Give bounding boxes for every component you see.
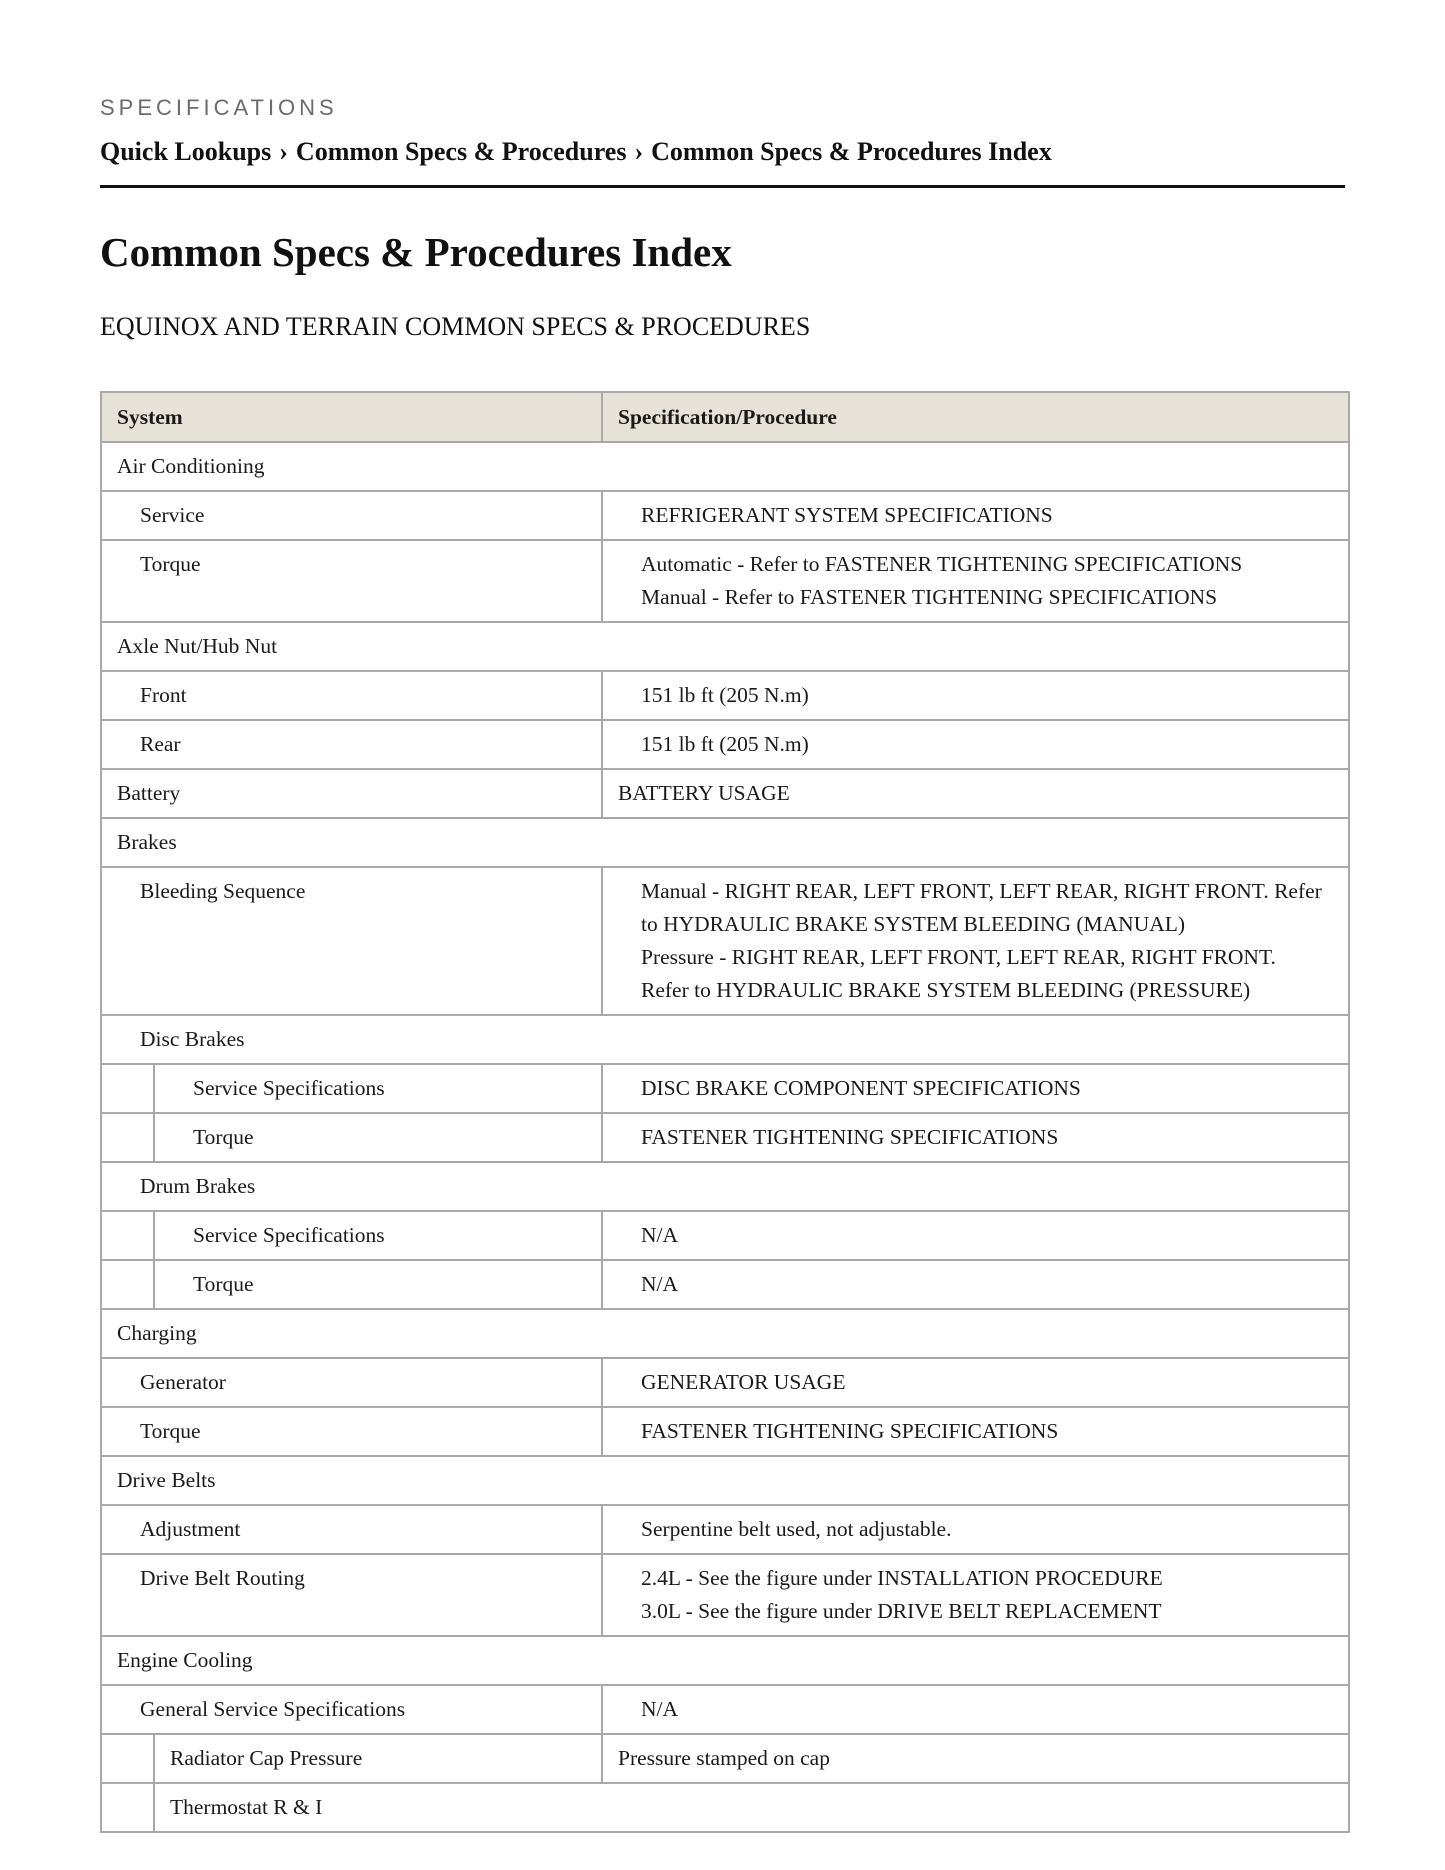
group-label-cell [101, 1636, 1349, 1685]
system-label-cell [101, 1407, 602, 1456]
table-row [101, 1554, 1349, 1636]
table-row [101, 1685, 1349, 1734]
table-row [101, 1211, 1349, 1260]
spec-text: Manual - RIGHT REAR, LEFT FRONT, LEFT REAR, RIGHT FRONT. Refer to HYDRAULIC BRAKE SYSTEM BLEEDING (MANUAL) [641, 879, 1322, 936]
system-label: Axle Nut/Hub Nut [117, 634, 278, 658]
table-row [101, 1309, 1349, 1358]
system-label-cell [101, 720, 602, 769]
spec-text: 151 lb ft (205 N.m) [641, 683, 809, 707]
system-label-cell [101, 671, 602, 720]
spec-cell [602, 1407, 1349, 1456]
table-row [101, 491, 1349, 540]
system-label: Service Specifications [193, 1223, 385, 1247]
table-row [101, 1407, 1349, 1456]
indent-gutter-cell [101, 1113, 154, 1162]
spec-cell [602, 1685, 1349, 1734]
system-label-cell [154, 1211, 602, 1260]
system-label: Adjustment [140, 1517, 241, 1541]
group-label-cell [101, 442, 1349, 491]
spec-text: Pressure stamped on cap [618, 1746, 830, 1770]
table-row [101, 1113, 1349, 1162]
spec-cell [602, 1113, 1349, 1162]
spec-text: 3.0L - See the figure under DRIVE BELT REPLACEMENT [641, 1599, 1162, 1623]
system-label: Torque [140, 1419, 201, 1443]
group-label-cell [154, 1783, 1349, 1832]
system-label: Service Specifications [193, 1076, 385, 1100]
table-row [101, 867, 1349, 1015]
system-label-cell [101, 1358, 602, 1407]
spec-cell [602, 1554, 1349, 1636]
table-header-row [101, 392, 1349, 442]
system-label: Torque [140, 552, 201, 576]
table-row [101, 720, 1349, 769]
breadcrumb [100, 137, 1345, 188]
system-label: Drive Belt Routing [140, 1566, 305, 1590]
indent-gutter-cell [101, 1783, 154, 1832]
system-label: Disc Brakes [140, 1027, 245, 1051]
system-label: Engine Cooling [117, 1648, 253, 1672]
breadcrumb-link-common-specs[interactable]: Common Specs & Procedures [295, 137, 627, 166]
system-label-cell [154, 1260, 602, 1309]
system-label: Brakes [117, 830, 177, 854]
page-title: Common Specs & Procedures Index [100, 229, 732, 275]
spec-cell [602, 1064, 1349, 1113]
system-label: Rear [140, 732, 181, 756]
spec-text: 151 lb ft (205 N.m) [641, 732, 809, 756]
spec-text: DISC BRAKE COMPONENT SPECIFICATIONS [641, 1076, 1081, 1100]
breadcrumb-separator: › [279, 137, 288, 166]
system-label-cell [101, 1554, 602, 1636]
spec-cell [602, 1734, 1349, 1783]
table-row [101, 1783, 1349, 1832]
table-row [101, 1505, 1349, 1554]
table-row [101, 1734, 1349, 1783]
spec-text: Automatic - Refer to FASTENER TIGHTENING SPECIFICATIONS [641, 552, 1243, 576]
table-row [101, 818, 1349, 867]
system-label: Service [140, 503, 205, 527]
table-row [101, 1260, 1349, 1309]
spec-text: N/A [641, 1223, 679, 1247]
system-label: Air Conditioning [117, 454, 265, 478]
spec-cell [602, 720, 1349, 769]
system-label-cell [154, 1734, 602, 1783]
system-label: Thermostat R & I [170, 1795, 323, 1819]
system-label: Charging [117, 1321, 197, 1345]
system-label: Drive Belts [117, 1468, 216, 1492]
breadcrumb-separator: › [634, 137, 644, 166]
spec-text: REFRIGERANT SYSTEM SPECIFICATIONS [641, 503, 1053, 527]
system-label: Front [140, 683, 187, 707]
breadcrumb-link-quick-lookups[interactable]: Quick Lookups [100, 137, 272, 166]
system-label: Bleeding Sequence [140, 879, 306, 903]
group-label-cell [101, 818, 1349, 867]
system-label-cell [101, 491, 602, 540]
table-row [101, 769, 1349, 818]
group-label-cell [101, 1162, 1349, 1211]
spec-cell [602, 1358, 1349, 1407]
table-row [101, 671, 1349, 720]
page-subtitle: EQUINOX AND TERRAIN COMMON SPECS & PROCEDURES [100, 312, 811, 341]
table-row [101, 540, 1349, 622]
table-row [101, 1064, 1349, 1113]
spec-text: GENERATOR USAGE [641, 1370, 846, 1394]
indent-gutter-cell [101, 1734, 154, 1783]
spec-cell [602, 1260, 1349, 1309]
table-row [101, 1015, 1349, 1064]
breadcrumb-current: Common Specs & Procedures Index [651, 137, 1052, 166]
indent-gutter-cell [101, 1211, 154, 1260]
system-label-cell [101, 1505, 602, 1554]
system-label: Radiator Cap Pressure [170, 1746, 363, 1770]
system-label: Torque [193, 1125, 254, 1149]
indent-gutter-cell [101, 1064, 154, 1113]
system-label-cell [154, 1064, 602, 1113]
spec-cell [602, 671, 1349, 720]
system-label: Torque [193, 1272, 254, 1296]
system-label: Battery [117, 781, 181, 805]
spec-text: FASTENER TIGHTENING SPECIFICATIONS [641, 1125, 1059, 1149]
table-row [101, 1358, 1349, 1407]
spec-cell [602, 867, 1349, 1015]
table-row [101, 1456, 1349, 1505]
spec-text: FASTENER TIGHTENING SPECIFICATIONS [641, 1419, 1059, 1443]
spec-cell [602, 540, 1349, 622]
group-label-cell [101, 1309, 1349, 1358]
system-label-cell [101, 769, 602, 818]
system-label: General Service Specifications [140, 1697, 406, 1721]
table-row [101, 622, 1349, 671]
group-label-cell [101, 1015, 1349, 1064]
indent-gutter-cell [101, 1260, 154, 1309]
spec-text: 2.4L - See the figure under INSTALLATION PROCEDURE [641, 1566, 1163, 1590]
spec-text: Pressure - RIGHT REAR, LEFT FRONT, LEFT REAR, RIGHT FRONT. Refer to HYDRAULIC BRAKE SYSTEM BLEEDING (PRESSURE) [641, 945, 1276, 1002]
spec-text: N/A [641, 1697, 679, 1721]
table-body [101, 442, 1349, 1832]
table-row [101, 1636, 1349, 1685]
spec-cell [602, 1211, 1349, 1260]
system-label-cell [101, 1685, 602, 1734]
spec-text: Serpentine belt used, not adjustable. [641, 1517, 952, 1541]
system-label-cell [154, 1113, 602, 1162]
system-label-cell [101, 540, 602, 622]
system-label: Drum Brakes [140, 1174, 256, 1198]
spec-text: BATTERY USAGE [618, 781, 790, 805]
spec-cell [602, 1505, 1349, 1554]
spec-text: N/A [641, 1272, 679, 1296]
system-label-cell [101, 867, 602, 1015]
column-header-spec: Specification/Procedure [602, 392, 1349, 442]
column-header-system: System [101, 392, 602, 442]
group-label-cell [101, 622, 1349, 671]
section-kicker: SPECIFICATIONS [100, 95, 338, 120]
spec-text: Manual - Refer to FASTENER TIGHTENING SPECIFICATIONS [641, 585, 1218, 609]
spec-cell [602, 769, 1349, 818]
system-label: Generator [140, 1370, 226, 1394]
group-label-cell [101, 1456, 1349, 1505]
table-row [101, 1162, 1349, 1211]
spec-cell [602, 491, 1349, 540]
table-row [101, 442, 1349, 491]
specs-table [100, 391, 1350, 1833]
